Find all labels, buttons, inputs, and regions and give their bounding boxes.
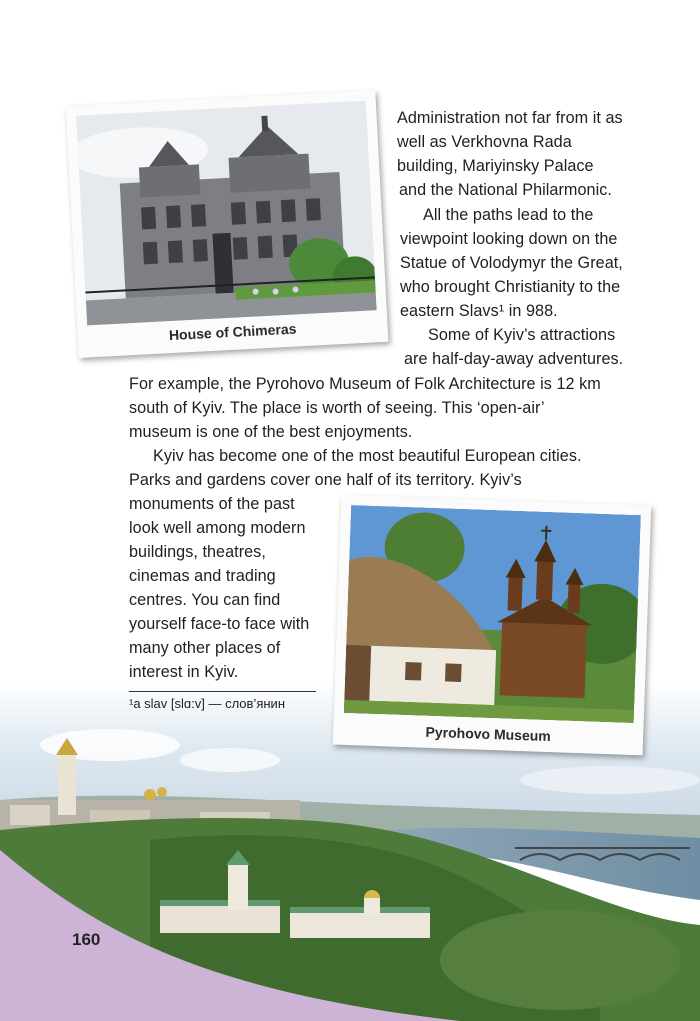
text-line: Parks and gardens cover one half of its territory. Kyiv’s <box>129 471 522 489</box>
house-of-chimeras-image <box>76 101 377 326</box>
text-line: Some of Kyiv’s attractions <box>428 326 616 344</box>
footnote-divider <box>129 691 316 692</box>
photo-caption: Pyrohovo Museum <box>425 723 552 745</box>
text-line: buildings, theatres, <box>129 543 266 561</box>
text-line: cinemas and trading <box>129 567 276 585</box>
text-line: many other places of <box>129 639 281 657</box>
text-line: well as Verkhovna Rada <box>397 133 572 151</box>
text-line: building, Mariyinsky Palace <box>397 157 594 175</box>
photo-house-of-chimeras <box>66 90 389 358</box>
text-line: south of Kyiv. The place is worth of seeing. This ‘open-air’ <box>129 399 545 417</box>
footnote: ¹a slav [slɑ:v] — слов’янин <box>129 696 285 711</box>
text-line: Administration not far from it as <box>397 109 623 127</box>
text-line: centres. You can find <box>129 591 281 609</box>
page-number: 160 <box>72 930 101 949</box>
text-line: viewpoint looking down on the <box>400 230 618 248</box>
text-line: yourself face-to face with <box>129 615 310 633</box>
photo-caption: House of Chimeras <box>168 320 297 344</box>
text-line: eastern Slavs¹ in 988. <box>400 302 558 320</box>
text-line: are half-day-away adventures. <box>404 350 624 368</box>
text-line: who brought Christianity to the <box>400 278 621 296</box>
photo-pyrohovo-museum <box>333 495 652 756</box>
pyrohovo-museum-image <box>344 505 641 723</box>
text-line: and the National Philarmonic. <box>399 181 612 199</box>
text-line: monuments of the past <box>129 495 295 513</box>
text-line: museum is one of the best enjoyments. <box>129 423 413 441</box>
text-line: Kyiv has become one of the most beautiful European cities. <box>153 447 582 465</box>
text-line: For example, the Pyrohovo Museum of Folk Architecture is 12 km <box>129 375 601 393</box>
text-line: look well among modern <box>129 519 306 537</box>
text-line: All the paths lead to the <box>423 206 594 224</box>
text-line: Statue of Volodymyr the Great, <box>400 254 623 272</box>
text-line: interest in Kyiv. <box>129 663 239 681</box>
